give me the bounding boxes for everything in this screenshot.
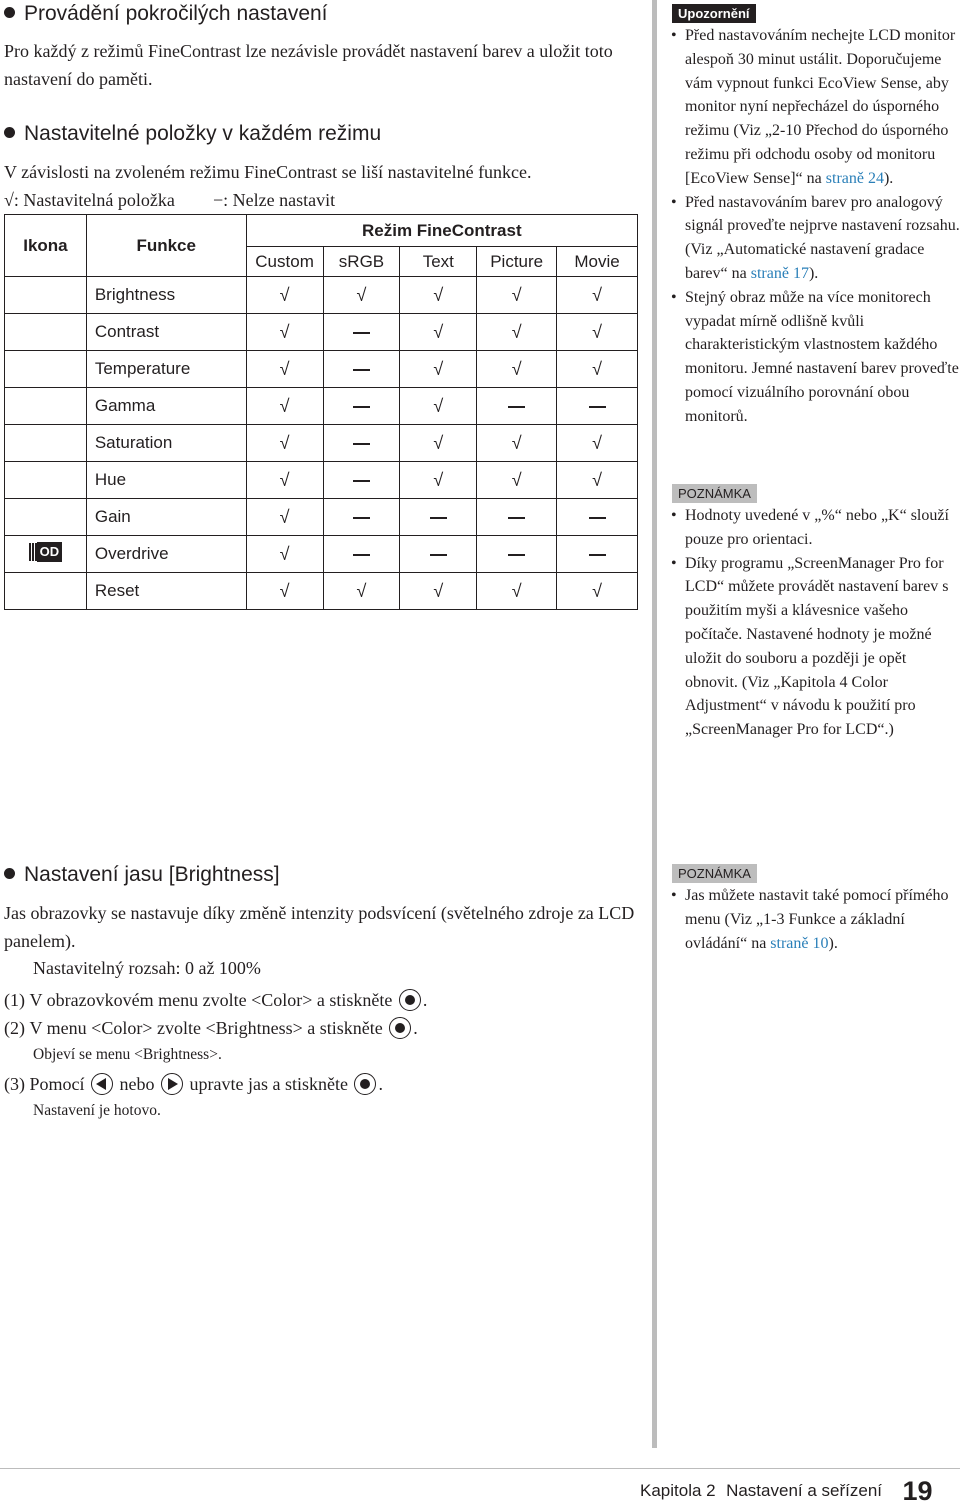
dash-mark: [477, 536, 557, 573]
function-cell: Reset: [86, 573, 246, 610]
advanced-text: Pro každý z režimů FineContrast lze nezávisle provádět nastavení barev a uložit toto nastavení do paměti.: [4, 41, 613, 89]
step-2-result: Objeví se menu <Brightness>.: [33, 1046, 222, 1063]
caution-item: • Před nastavováním nechejte LCD monitor alespoň 30 minut ustálit. Doporučujeme vám vypnout funkci EcoView Sense, aby monitor nyní nepřecházel do úsporného režimu (Viz „2-10 Přechod do úsporného režimu při odchodu osoby od monitoru [EcoView Sense]“ na straně 24).: [671, 24, 960, 191]
caution-item: • Před nastavováním barev pro analogový signál proveďte nejprve nastavení rozsahu. (Viz „Automatické nastavení gradace barev“ na straně 17).: [671, 191, 960, 286]
check-mark: √: [477, 277, 557, 314]
bullet-icon: [4, 7, 15, 18]
dash-mark: [477, 388, 557, 425]
table-row: [5, 499, 638, 536]
section-heading-brightness: Nastavení jasu [Brightness]: [4, 863, 280, 887]
footer-chapter: Kapitola 2: [640, 1481, 716, 1500]
dash-mark: [400, 499, 477, 536]
icon-cell: [5, 388, 87, 425]
caution-list: [671, 24, 960, 429]
check-mark: √: [557, 573, 638, 610]
footer-title: Nastavení a seřízení: [726, 1481, 882, 1500]
check-mark: √: [246, 277, 323, 314]
check-mark: √: [400, 462, 477, 499]
dash-icon: [353, 332, 370, 334]
check-mark: √: [477, 425, 557, 462]
dash-mark: [400, 536, 477, 573]
check-mark: √: [400, 351, 477, 388]
check-mark: √: [400, 277, 477, 314]
table-row: [5, 462, 638, 499]
dash-icon: [353, 517, 370, 519]
check-mark: √: [557, 425, 638, 462]
step-2: (2) V menu <Color> zvolte <Brightness> a stiskněte .: [4, 1018, 418, 1038]
dash-mark: [557, 499, 638, 536]
check-mark: √: [557, 462, 638, 499]
bullet-icon: [4, 127, 15, 138]
check-mark: √: [246, 536, 323, 573]
table-row: [5, 425, 638, 462]
check-mark: √: [246, 573, 323, 610]
note-tag: POZNÁMKA: [672, 484, 757, 503]
check-mark: √: [477, 314, 557, 351]
dash-icon: [589, 554, 606, 556]
step-1: (1) V obrazovkovém menu zvolte <Color> a stiskněte .: [4, 990, 428, 1010]
check-mark: √: [400, 573, 477, 610]
icon-cell: [5, 351, 87, 388]
icon-cell: [5, 573, 87, 610]
enter-button-icon: [399, 989, 421, 1011]
mode-text-header: Text: [400, 247, 477, 277]
check-mark: √: [246, 388, 323, 425]
function-cell: Temperature: [86, 351, 246, 388]
check-mark: √: [557, 351, 638, 388]
check-mark: √: [323, 573, 400, 610]
step-3-result: Nastavení je hotovo.: [33, 1102, 161, 1119]
dash-icon: [508, 554, 525, 556]
enter-button-icon: [354, 1073, 376, 1095]
right-button-icon: [161, 1073, 183, 1095]
check-mark: √: [246, 462, 323, 499]
function-cell: Overdrive: [86, 536, 246, 573]
table-row: [5, 388, 638, 425]
icon-cell: [5, 425, 87, 462]
step-3: (3) Pomocí nebo upravte jas a stiskněte .: [4, 1074, 383, 1094]
legend-yes: √: Nastavitelná položka: [4, 190, 175, 210]
mode-movie-header: Movie: [557, 247, 638, 277]
table-row: [5, 573, 638, 610]
check-mark: √: [477, 573, 557, 610]
page-link[interactable]: straně 10: [770, 934, 829, 952]
function-cell: Contrast: [86, 314, 246, 351]
dash-mark: [323, 425, 400, 462]
note-item: • Jas můžete nastavit také pomocí přímého menu (Viz „1-3 Funkce a základní ovládání“ na straně 10).: [671, 884, 960, 955]
table-row: [5, 314, 638, 351]
bullet-icon: [4, 868, 15, 879]
brightness-range: Nastavitelný rozsah: 0 až 100%: [33, 958, 261, 978]
check-mark: √: [323, 277, 400, 314]
function-cell: Gain: [86, 499, 246, 536]
page-link[interactable]: straně 17: [750, 264, 809, 282]
dash-mark: [323, 314, 400, 351]
dash-icon: [589, 517, 606, 519]
section-heading-advanced: Provádění pokročilých nastavení: [4, 2, 328, 26]
dash-mark: [557, 536, 638, 573]
dash-mark: [557, 388, 638, 425]
page-number: 19: [902, 1476, 933, 1506]
caution-tag: Upozornění: [672, 4, 756, 23]
enter-button-icon: [389, 1017, 411, 1039]
col-icon-header: Ikona: [5, 215, 87, 277]
section-heading-adjustable: Nastavitelné položky v každém režimu: [4, 122, 381, 146]
check-mark: √: [246, 425, 323, 462]
mode-srgb-header: sRGB: [323, 247, 400, 277]
col-mode-header: Režim FineContrast: [246, 215, 637, 247]
dash-icon: [430, 554, 447, 556]
note-list: [671, 884, 960, 955]
check-mark: √: [557, 314, 638, 351]
function-cell: Hue: [86, 462, 246, 499]
dash-icon: [353, 369, 370, 371]
dash-icon: [430, 517, 447, 519]
mode-custom-header: Custom: [246, 247, 323, 277]
page-link[interactable]: straně 24: [825, 169, 884, 187]
check-mark: √: [400, 388, 477, 425]
table-row: [5, 536, 638, 573]
dash-icon: [508, 517, 525, 519]
dash-mark: [323, 462, 400, 499]
note-tag: POZNÁMKA: [672, 864, 757, 883]
check-mark: √: [557, 277, 638, 314]
note-list: [671, 504, 960, 742]
dash-mark: [323, 499, 400, 536]
dash-icon: [589, 406, 606, 408]
brightness-text: Jas obrazovky se nastavuje díky změně intenzity podsvícení (světelného zdroje za LCD panelem).: [4, 903, 635, 951]
dash-icon: [353, 480, 370, 482]
function-cell: Gamma: [86, 388, 246, 425]
adjustable-text: V závislosti na zvoleném režimu FineContrast se liší nastavitelné funkce.: [4, 162, 532, 182]
function-cell: Saturation: [86, 425, 246, 462]
left-button-icon: [91, 1073, 113, 1095]
dash-mark: [323, 536, 400, 573]
icon-cell: [5, 314, 87, 351]
dash-mark: [323, 351, 400, 388]
caution-item: • Stejný obraz může na více monitorech vypadat mírně odlišně kvůli charakteristickým vlastnostem každého monitoru. Jemné nastavení barev proveďte pomocí vizuálního porovnání obou monitorů.: [671, 286, 960, 429]
column-divider: [652, 0, 657, 1448]
dash-mark: [323, 388, 400, 425]
check-mark: √: [400, 425, 477, 462]
table-row: [5, 277, 638, 314]
dash-icon: [353, 406, 370, 408]
mode-table: [4, 214, 638, 610]
dash-icon: [508, 406, 525, 408]
dash-icon: [353, 443, 370, 445]
dash-icon: [353, 554, 370, 556]
check-mark: √: [246, 499, 323, 536]
dash-mark: [477, 499, 557, 536]
check-mark: √: [400, 314, 477, 351]
footer-rule: [0, 1468, 960, 1469]
overdrive-icon: OD: [29, 542, 63, 562]
footer: [640, 1476, 933, 1507]
check-mark: √: [477, 462, 557, 499]
icon-cell: [5, 536, 87, 573]
icon-cell: [5, 277, 87, 314]
note-item: • Hodnoty uvedené v „%“ nebo „K“ slouží pouze pro orientaci.: [671, 504, 960, 552]
mode-picture-header: Picture: [477, 247, 557, 277]
col-function-header: Funkce: [86, 215, 246, 277]
icon-cell: [5, 462, 87, 499]
check-mark: √: [246, 351, 323, 388]
check-mark: √: [477, 351, 557, 388]
note-item: • Díky programu „ScreenManager Pro for LCD“ můžete provádět nastavení barev s použitím myši a klávesnice vašeho počítače. Nastavené hodnoty je možné uložit do souboru a později je opět obnovit. (Viz „Kapitola 4 Color Adjustment“ v návodu k použití pro „ScreenManager Pro for LCD“.): [671, 552, 960, 742]
legend-no: −: Nelze nastavit: [213, 190, 336, 210]
function-cell: Brightness: [86, 277, 246, 314]
check-mark: √: [246, 314, 323, 351]
icon-cell: [5, 499, 87, 536]
table-row: [5, 351, 638, 388]
